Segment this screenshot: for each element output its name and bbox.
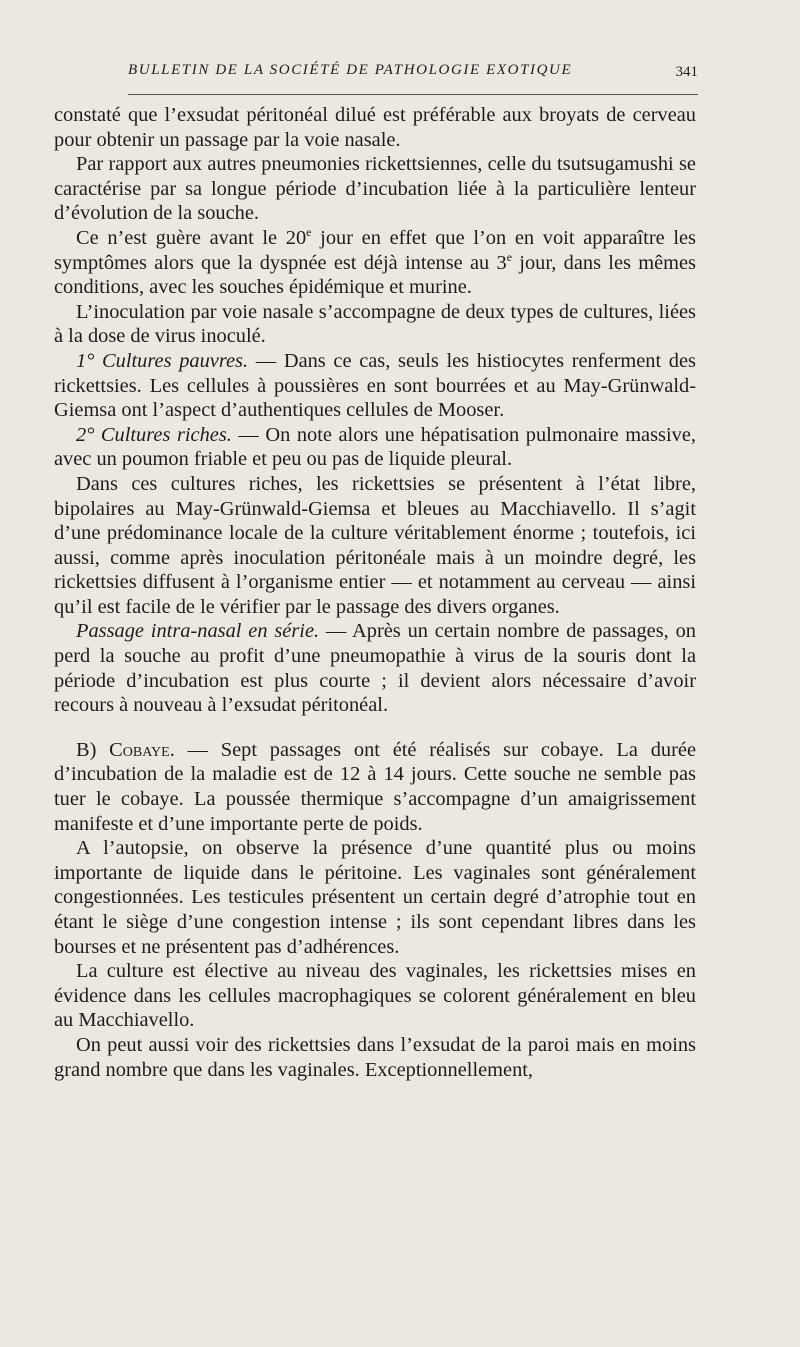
paragraph: A l’autopsie, on observe la présence d’une quantité plus ou moins importante de liquide dans le péritoine. Les vaginales sont généralement congestionnées. Les testicules présentent un certain degré d’atrophie tout en étant le siège d’une congestion intense ; ils sont cependant libres dans les bourses et ne présentent pas d’adhérences. [54,837,696,958]
text-run: — Sept passages ont été réalisés sur cobaye. La durée d’incubation de la maladie est de 12 à 14 jours. Cette souche ne semble pas tuer le cobaye. La poussée thermique s’accompagne d’un amaigrissement manifeste et d’une importante perte de poids. [54,738,696,835]
paragraph [54,619,696,717]
superscript: e [506,249,513,264]
text-run: — Dans ce cas, seuls les histiocytes renferment des rickettsies. Les cellules à poussières en sont bourrées et au May-Grünwald-Giemsa ont l’aspect d’authentiques cellules de Mooser. [54,349,696,422]
text-run: B) [76,738,110,761]
journal-title: BULLETIN DE LA SOCIÉTÉ DE PATHOLOGIE EXOTIQUE [128,62,573,78]
section-heading: Passage intra-nasal en série. [76,620,320,643]
section-heading: 2° Cultures riches. [76,423,232,446]
paragraph: La culture est élective au niveau des vaginales, les rickettsies mises en évidence dans les cellules macrophagiques se colorent généralement en bleu au Macchiavello. [54,960,696,1032]
paragraph: constaté que l’exsudat péritonéal dilué est préférable aux broyats de cerveau pour obtenir un passage par la voie nasale. [54,104,696,151]
section-heading: Cobaye. [109,738,175,761]
text-run: — Après un certain nombre de passages, on perd la souche au profit d’une pneumopathie à virus de la souris dont la période d’incubation est plus courte ; il devient alors nécessaire d’avoir recours à nouveau à l’exsudat péritonéal. [54,620,696,717]
paragraph: L’inoculation par voie nasale s’accompagne de deux types de cultures, liées à la dose de virus inoculé. [54,300,696,348]
superscript: e [306,225,312,240]
section-heading: 1° Cultures pauvres. [76,349,249,372]
text-run: — On note alors une hépatisation pulmonaire massive, avec un poumon friable et peu ou pas de liquide pleural. [54,423,696,471]
text-run: jour en effet que l’on en voit apparaître les symptômes alors que la dyspnée est déjà intense au 3 [54,226,696,274]
body-text [54,103,696,1082]
paragraph: On peut aussi voir des rickettsies dans l’exsudat de la paroi mais en moins grand nombre que dans les vaginales. Exceptionnellement, [54,1033,696,1081]
header-rule [128,94,698,95]
page-number: 341 [675,64,698,80]
paragraph [54,423,696,472]
text-run: jour, dans les mêmes conditions, avec les souches épidémique et murine. [54,251,696,299]
running-header [128,62,698,79]
paragraph: Par rapport aux autres pneumonies rickettsiennes, celle du tsutsugamushi se caractérise par sa longue période d’incubation liée à la particulière lenteur d’évolution de la souche. [54,153,696,225]
paragraph [54,349,696,423]
paragraph [54,226,696,300]
paragraph: Dans ces cultures riches, les rickettsies se présentent à l’état libre, bipolaires au May-Grünwald-Giemsa et bleues au Macchiavello. Il s’agit d’une prédominance locale de la culture véritablement énorme ; toutefois, ici aussi, comme après inoculation péritonéale mais à un moindre degré, les rickettsies diffusent à l’organisme entier — et notamment au cerveau — ainsi qu’il est facile de le vérifier par le passage des divers organes. [54,472,696,618]
paragraph [54,738,696,836]
text-run: Ce n’est guère avant le 20 [76,226,307,249]
